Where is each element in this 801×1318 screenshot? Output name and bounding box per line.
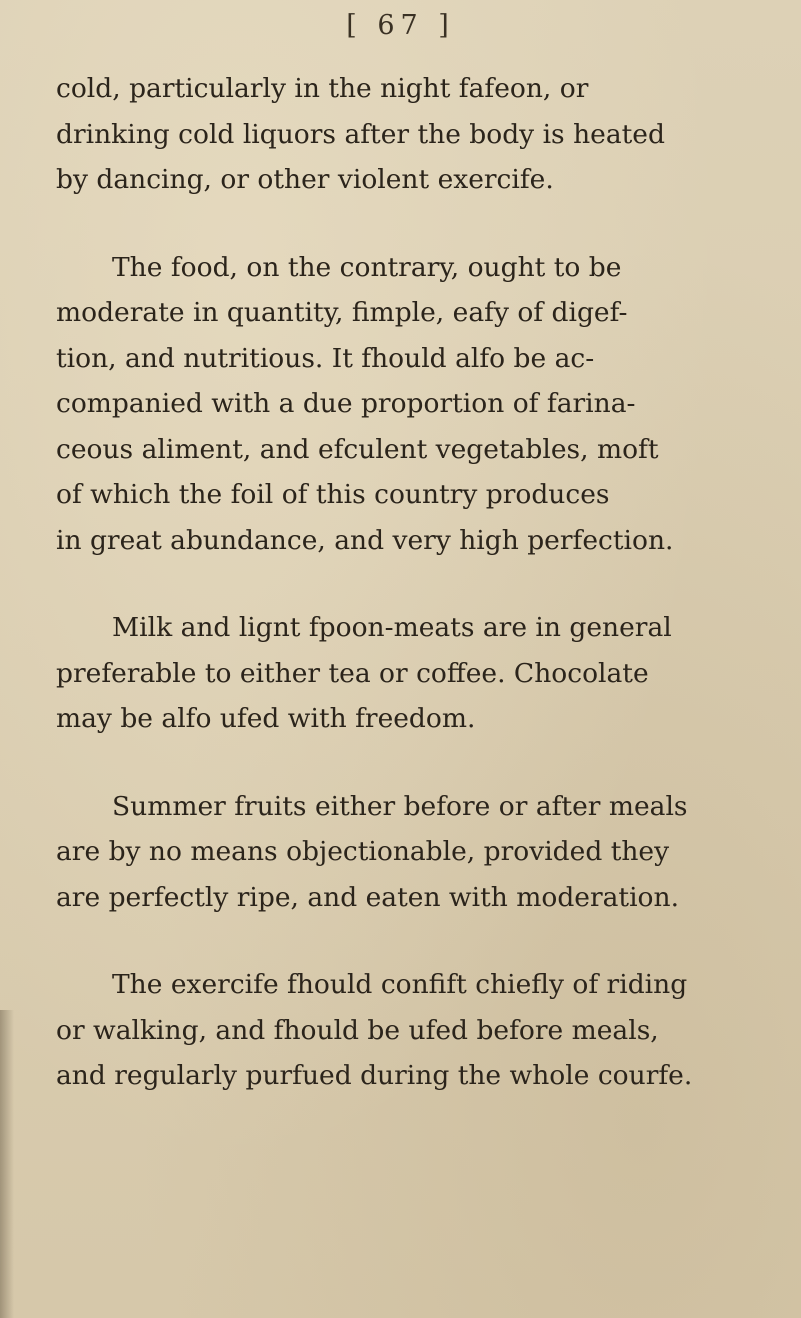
text-line: by dancing, or other violent exercife. [56,164,554,195]
text-line: ceous aliment, and efculent vegetables, moft [56,433,659,465]
text-line: Summer fruits either before or after meals [112,790,688,822]
text-line: preferable to either tea or coffee. Chocolate [56,657,649,689]
body-text [56,66,746,1099]
text-line: tion, and nutritious. It fhould alfo be ac- [56,342,595,374]
text-line: in great abundance, and very high perfection. [56,524,674,556]
text-line: or walking, and fhould be ufed before meals, [56,1014,659,1046]
paragraph-3 [56,605,746,742]
binding-shadow [0,1010,14,1318]
text-line: of which the foil of this country produces [56,479,610,510]
paragraph-2 [56,245,746,564]
paragraph-5 [56,962,746,1099]
page-number: [ 67 ] [346,10,455,41]
text-line: Milk and lignt fpoon-meats are in general [112,612,672,643]
text-line: The exercife fhould confift chiefly of riding [112,969,688,1000]
text-line: moderate in quantity, fimple, eafy of digef- [56,297,628,328]
text-line: The food, on the contrary, ought to be [112,251,622,283]
text-line: drinking cold liquors after the body is heated [56,118,665,150]
paragraph-1 [56,66,746,203]
text-line: are perfectly ripe, and eaten with moderation. [56,881,679,913]
paragraph-4 [56,784,746,921]
text-line: and regularly purfued during the whole courfe. [56,1060,693,1091]
text-line: cold, particularly in the night fafeon, or [56,73,589,104]
text-line: are by no means objectionable, provided they [56,836,670,867]
text-line: companied with a due proportion of farina- [56,388,636,419]
text-line: may be alfo ufed with freedom. [56,703,476,734]
